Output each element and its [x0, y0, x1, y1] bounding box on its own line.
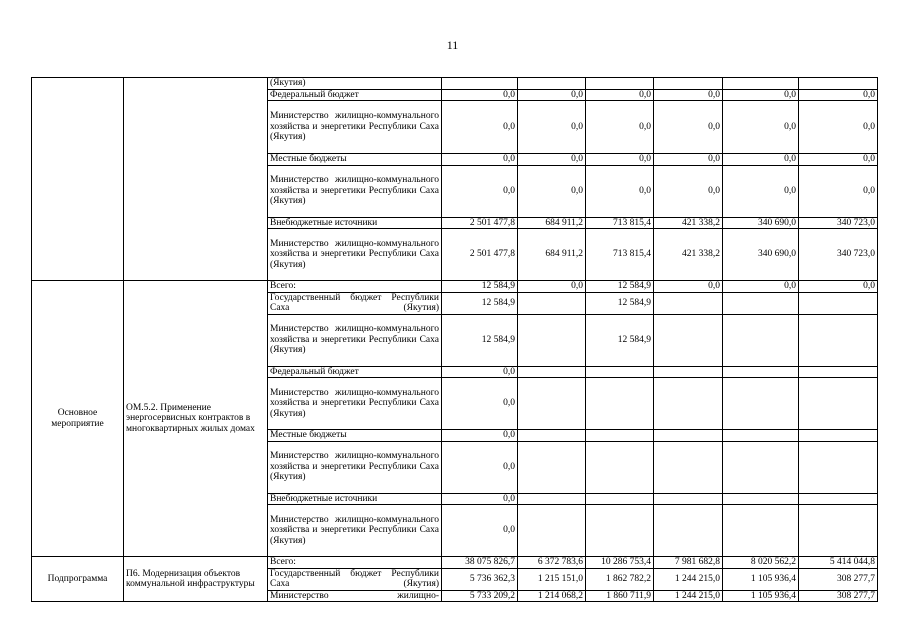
source-name: Федеральный бюджет [268, 366, 442, 378]
value-cell: 0,0 [518, 89, 586, 101]
budget-table [31, 77, 878, 602]
value-cell: 0,0 [442, 101, 518, 154]
source-name: Внебюджетные источники [268, 217, 442, 229]
category-cell [32, 78, 124, 281]
value-cell: 0,0 [442, 505, 518, 557]
value-cell: 340 723,0 [799, 217, 878, 229]
value-cell: 0,0 [442, 441, 518, 493]
value-cell: 1 214 068,2 [518, 590, 586, 602]
value-cell: 0,0 [442, 366, 518, 378]
source-name: Министерство жилищно-коммунального хозяйства и энергетики Республики Саха (Якутия) [268, 441, 442, 493]
source-name: Министерство жилищно- [268, 590, 442, 602]
value-cell: 0,0 [723, 154, 799, 166]
value-cell: 12 584,9 [442, 292, 518, 314]
value-cell: 5 414 044,8 [799, 557, 878, 569]
value-cell: 684 911,2 [518, 229, 586, 281]
value-cell: 713 815,4 [586, 229, 654, 281]
value-cell: 1 105 936,4 [723, 590, 799, 602]
title-cell: ОМ.5.2. Применение энергосервисных контрактов в многоквартирных жилых домах [124, 281, 268, 557]
value-cell: 340 723,0 [799, 229, 878, 281]
value-cell: 1 862 782,2 [586, 568, 654, 590]
value-cell: 0,0 [442, 430, 518, 442]
value-cell: 0,0 [442, 154, 518, 166]
page-number: 11 [446, 38, 459, 52]
value-cell: 308 277,7 [799, 590, 878, 602]
value-cell: 1 244 215,0 [654, 590, 723, 602]
source-name: (Якутия) [268, 78, 442, 90]
value-cell: 0,0 [654, 101, 723, 154]
value-cell: 12 584,9 [586, 292, 654, 314]
value-cell: 2 501 477,8 [442, 229, 518, 281]
value-cell: 0,0 [799, 89, 878, 101]
title-cell: П6. Модернизация объектов коммунальной инфраструктуры [124, 557, 268, 602]
value-cell: 0,0 [518, 154, 586, 166]
value-cell: 0,0 [654, 154, 723, 166]
value-cell: 0,0 [442, 165, 518, 217]
source-name: Министерство жилищно-коммунального хозяйства и энергетики Республики Саха (Якутия) [268, 101, 442, 154]
source-name: Министерство жилищно-коммунального хозяйства и энергетики Республики Саха (Якутия) [268, 505, 442, 557]
value-cell: 0,0 [586, 154, 654, 166]
category-cell: Основное мероприятие [32, 281, 124, 557]
value-cell: 5 733 209,2 [442, 590, 518, 602]
value-cell: 6 372 783,6 [518, 557, 586, 569]
source-name: Внебюджетные источники [268, 493, 442, 505]
value-cell: 0,0 [723, 281, 799, 293]
value-cell: 340 690,0 [723, 217, 799, 229]
value-cell: 340 690,0 [723, 229, 799, 281]
value-cell: 0,0 [442, 378, 518, 430]
value-cell: 0,0 [586, 165, 654, 217]
value-cell: 12 584,9 [586, 314, 654, 366]
value-cell: 1 244 215,0 [654, 568, 723, 590]
value-cell: 0,0 [442, 493, 518, 505]
value-cell: 0,0 [799, 281, 878, 293]
title-cell [124, 78, 268, 281]
source-name: Министерство жилищно-коммунального хозяйства и энергетики Республики Саха (Якутия) [268, 165, 442, 217]
value-cell: 1 215 151,0 [518, 568, 586, 590]
source-name: Министерство жилищно-коммунального хозяйства и энергетики Республики Саха (Якутия) [268, 229, 442, 281]
source-name: Всего: [268, 281, 442, 293]
source-name: Местные бюджеты [268, 154, 442, 166]
table-row [32, 78, 878, 90]
source-name: Федеральный бюджет [268, 89, 442, 101]
value-cell: 421 338,2 [654, 217, 723, 229]
value-cell: 0,0 [723, 101, 799, 154]
value-cell: 12 584,9 [442, 281, 518, 293]
value-cell: 1 105 936,4 [723, 568, 799, 590]
value-cell: 0,0 [723, 89, 799, 101]
value-cell: 12 584,9 [586, 281, 654, 293]
value-cell: 0,0 [442, 89, 518, 101]
value-cell: 7 981 682,8 [654, 557, 723, 569]
value-cell: 308 277,7 [799, 568, 878, 590]
table-row [32, 557, 878, 569]
category-cell: Подпрограмма [32, 557, 124, 602]
value-cell: 0,0 [586, 89, 654, 101]
source-name: Всего: [268, 557, 442, 569]
value-cell: 10 286 753,4 [586, 557, 654, 569]
value-cell: 421 338,2 [654, 229, 723, 281]
source-name: Государственный бюджет Республики Саха (Якутия) [268, 568, 442, 590]
value-cell: 12 584,9 [442, 314, 518, 366]
value-cell: 684 911,2 [518, 217, 586, 229]
source-name: Министерство жилищно-коммунального хозяйства и энергетики Республики Саха (Якутия) [268, 378, 442, 430]
source-name: Местные бюджеты [268, 430, 442, 442]
value-cell: 0,0 [586, 101, 654, 154]
value-cell: 2 501 477,8 [442, 217, 518, 229]
value-cell: 8 020 562,2 [723, 557, 799, 569]
value-cell: 38 075 826,7 [442, 557, 518, 569]
value-cell: 5 736 362,3 [442, 568, 518, 590]
table-row [32, 281, 878, 293]
value-cell: 0,0 [518, 165, 586, 217]
value-cell: 0,0 [799, 165, 878, 217]
value-cell: 0,0 [518, 281, 586, 293]
value-cell: 0,0 [654, 165, 723, 217]
value-cell: 0,0 [723, 165, 799, 217]
value-cell: 0,0 [654, 281, 723, 293]
source-name: Государственный бюджет Республики Саха (Якутия) [268, 292, 442, 314]
value-cell: 1 860 711,9 [586, 590, 654, 602]
value-cell: 0,0 [654, 89, 723, 101]
value-cell: 713 815,4 [586, 217, 654, 229]
value-cell: 0,0 [799, 101, 878, 154]
value-cell: 0,0 [799, 154, 878, 166]
value-cell: 0,0 [518, 101, 586, 154]
source-name: Министерство жилищно-коммунального хозяйства и энергетики Республики Саха (Якутия) [268, 314, 442, 366]
